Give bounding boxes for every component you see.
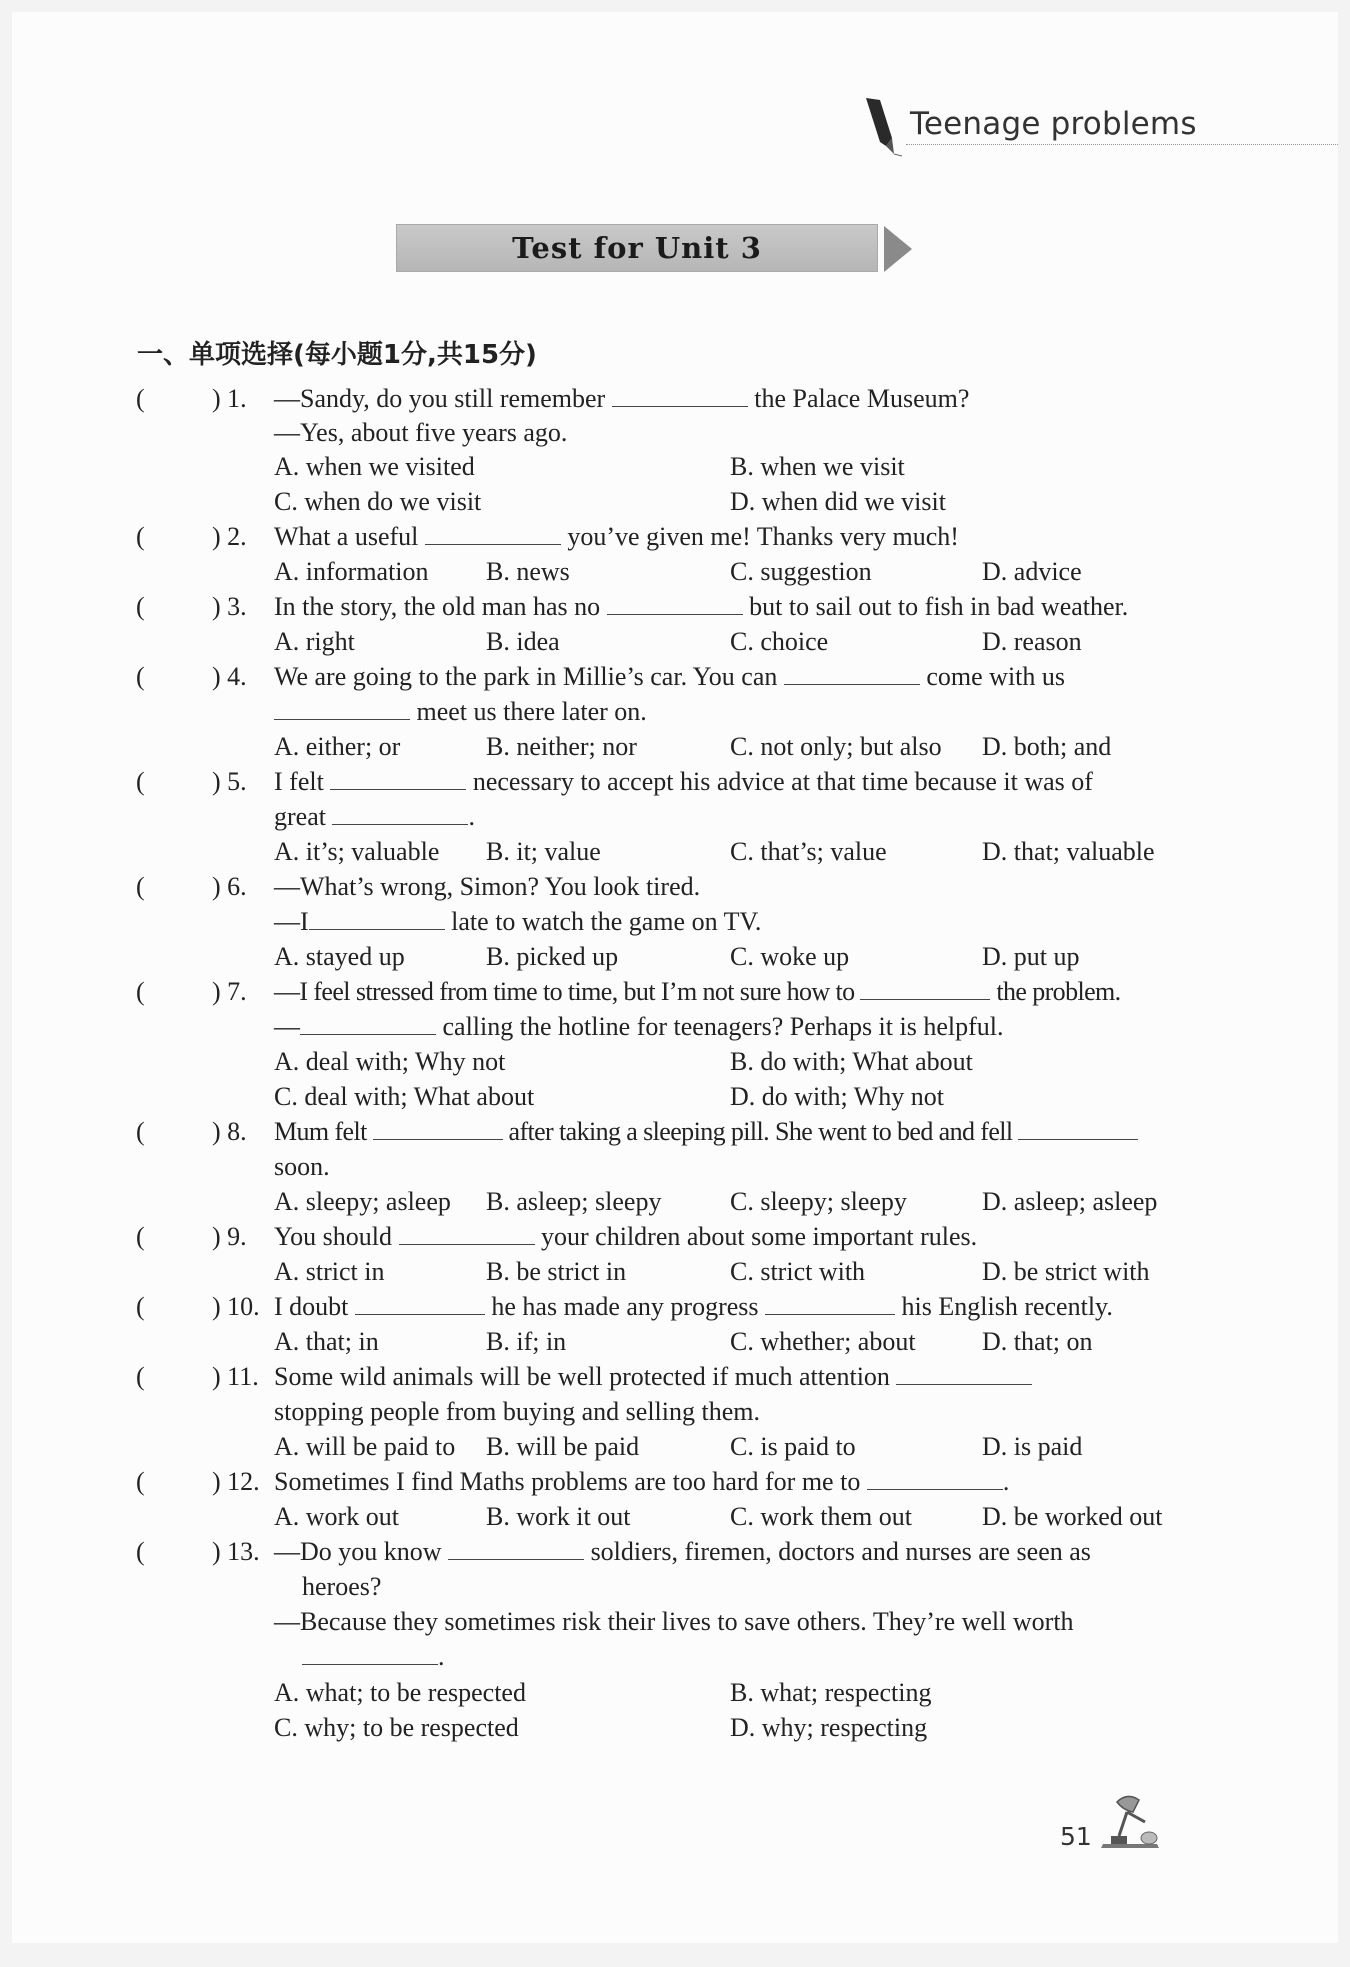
option[interactable]: D. advice [982,557,1082,586]
option[interactable]: C. whether; about [730,1327,916,1356]
option[interactable]: D. be worked out [982,1502,1163,1531]
paren: ( [136,872,145,901]
question-stem: —Do you know soldiers, firemen, doctors and nurses are seen as [274,1537,1091,1566]
answer-blank[interactable] [399,1220,535,1245]
question-stem-line2: meet us there later on. [274,695,647,729]
question-stem: In the story, the old man has no but to sail out to fish in bad weather. [274,592,1129,621]
question-stem-line2: —Yes, about five years ago. [274,418,568,447]
paren: ( [136,1292,145,1321]
answer-blank[interactable] [355,1290,485,1315]
answer-blank[interactable] [302,1640,438,1665]
question-stem: —I feel stressed from time to time, but I’m not sure how to the problem. [274,977,1121,1006]
question-stem-line3: —Because they sometimes risk their lives to save others. They’re well worth [274,1607,1074,1636]
answer-blank[interactable] [784,660,920,685]
question-number: ) 7. [212,977,247,1006]
option[interactable]: C. choice [730,627,829,656]
paren: ( [136,1467,145,1496]
answer-blank[interactable] [448,1535,584,1560]
unit-title: Teenage problems [910,106,1197,142]
option[interactable]: D. is paid [982,1432,1083,1461]
pen-icon [858,94,904,158]
question-number: ) 2. [212,522,247,551]
option[interactable]: D. that; on [982,1327,1093,1356]
option[interactable]: A. work out [274,1502,399,1531]
paren: ( [136,592,145,621]
option[interactable]: B. work it out [486,1502,631,1531]
option[interactable]: A. what; to be respected [274,1678,526,1707]
question-stem-line2: heroes? [302,1572,382,1601]
question-number: ) 13. [212,1537,260,1566]
header-divider [906,144,1338,145]
question-number: ) 9. [212,1222,247,1251]
option[interactable]: C. strict with [730,1257,866,1286]
answer-blank[interactable] [867,1465,1003,1490]
question-stem: I doubt he has made any progress his English recently. [274,1292,1113,1321]
option[interactable]: C. that’s; value [730,837,887,866]
question-stem-line2: soon. [274,1152,330,1181]
answer-blank[interactable] [612,382,748,407]
option[interactable]: B. if; in [486,1327,567,1356]
paren: ( [136,1362,145,1391]
answer-blank[interactable] [425,520,561,545]
answer-blank[interactable] [373,1115,503,1140]
answer-blank[interactable] [896,1360,1032,1385]
option[interactable]: A. deal with; Why not [274,1047,506,1076]
paren: ( [136,384,145,413]
answer-blank[interactable] [300,1010,436,1035]
option[interactable]: D. both; and [982,732,1112,761]
option[interactable]: C. when do we visit [274,487,482,516]
question-number: ) 1. [212,384,247,413]
option[interactable]: B. will be paid [486,1432,640,1461]
option[interactable]: A. it’s; valuable [274,837,440,866]
paren: ( [136,662,145,691]
option[interactable]: D. when did we visit [730,487,946,516]
option[interactable]: B. neither; nor [486,732,637,761]
option[interactable]: C. suggestion [730,557,872,586]
option[interactable]: D. do with; Why not [730,1082,945,1111]
answer-blank[interactable] [1018,1115,1138,1140]
option[interactable]: B. what; respecting [730,1678,932,1707]
option[interactable]: B. picked up [486,942,619,971]
option[interactable]: A. right [274,627,355,656]
answer-blank[interactable] [607,590,743,615]
paren: ( [136,767,145,796]
question-stem: We are going to the park in Millie’s car. You can come with us [274,662,1066,691]
question-number: ) 4. [212,662,247,691]
option[interactable]: C. sleepy; sleepy [730,1187,907,1216]
section-heading: 一、单项选择(每小题1分,共15分) [137,340,537,370]
option[interactable]: C. not only; but also [730,732,942,761]
option[interactable]: D. why; respecting [730,1713,928,1742]
question-number: ) 3. [212,592,247,621]
option[interactable]: B. be strict in [486,1257,627,1286]
option[interactable]: C. woke up [730,942,850,971]
option[interactable]: B. when we visit [730,452,905,481]
option[interactable]: B. news [486,557,570,586]
paren: ( [136,977,145,1006]
worksheet-page [12,12,1338,1943]
option[interactable]: A. sleepy; asleep [274,1187,451,1216]
answer-blank[interactable] [765,1290,895,1315]
option[interactable]: C. why; to be respected [274,1713,519,1742]
desk-lamp-icon [1097,1792,1167,1850]
question-stem: Sometimes I find Maths problems are too hard for me to . [274,1467,1010,1496]
option[interactable]: A. strict in [274,1257,385,1286]
answer-blank[interactable] [860,975,990,1000]
question-number: ) 10. [212,1292,260,1321]
question-stem: I felt necessary to accept his advice at that time because it was of [274,767,1093,796]
option[interactable]: B. asleep; sleepy [486,1187,662,1216]
question-stem-line2: — calling the hotline for teenagers? Perhaps it is helpful. [274,1012,1004,1041]
option[interactable]: C. is paid to [730,1432,856,1461]
question-number: ) 8. [212,1117,247,1146]
question-stem-line2: stopping people from buying and selling them. [274,1397,760,1426]
option[interactable]: C. work them out [730,1502,912,1531]
option[interactable]: A. when we visited [274,452,475,481]
question-stem: —Sandy, do you still remember the Palace Museum? [274,384,970,413]
option[interactable]: A. either; or [274,732,401,761]
option[interactable]: B. idea [486,627,560,656]
option[interactable]: D. be strict with [982,1257,1150,1286]
question-stem: Some wild animals will be well protected if much attention [274,1360,1032,1394]
banner-arrow-icon [884,226,912,272]
question-number: ) 11. [212,1362,259,1391]
question-number: ) 12. [212,1467,260,1496]
option[interactable]: B. it; value [486,837,601,866]
paren: ( [136,1117,145,1146]
test-title-banner: Test for Unit 3 [396,224,878,272]
question-stem-line2: great . [274,802,475,831]
option[interactable]: A. stayed up [274,942,405,971]
question-number: ) 5. [212,767,247,796]
answer-blank[interactable] [309,905,445,930]
question-stem: Mum felt after taking a sleeping pill. She went to bed and fell [274,1115,1138,1149]
paren: ( [136,1222,145,1251]
question-stem: What a useful you’ve given me! Thanks very much! [274,522,959,551]
question-stem: You should your children about some important rules. [274,1222,978,1251]
option[interactable]: A. information [274,557,429,586]
option[interactable]: A. that; in [274,1327,379,1356]
answer-blank[interactable] [332,800,468,825]
question-stem-line4: . [302,1640,445,1674]
option[interactable]: D. that; valuable [982,837,1155,866]
option[interactable]: D. put up [982,942,1080,971]
answer-blank[interactable] [330,765,466,790]
question-stem: —What’s wrong, Simon? You look tired. [274,872,701,901]
option[interactable]: A. will be paid to [274,1432,456,1461]
page-number: 51 [1060,1822,1092,1851]
question-number: ) 6. [212,872,247,901]
paren: ( [136,1537,145,1566]
paren: ( [136,522,145,551]
option[interactable]: C. deal with; What about [274,1082,535,1111]
unit-header [858,94,1338,154]
option[interactable]: D. asleep; asleep [982,1187,1158,1216]
option[interactable]: D. reason [982,627,1082,656]
option[interactable]: B. do with; What about [730,1047,973,1076]
answer-blank[interactable] [274,695,410,720]
question-stem-line2: —I late to watch the game on TV. [274,907,762,936]
